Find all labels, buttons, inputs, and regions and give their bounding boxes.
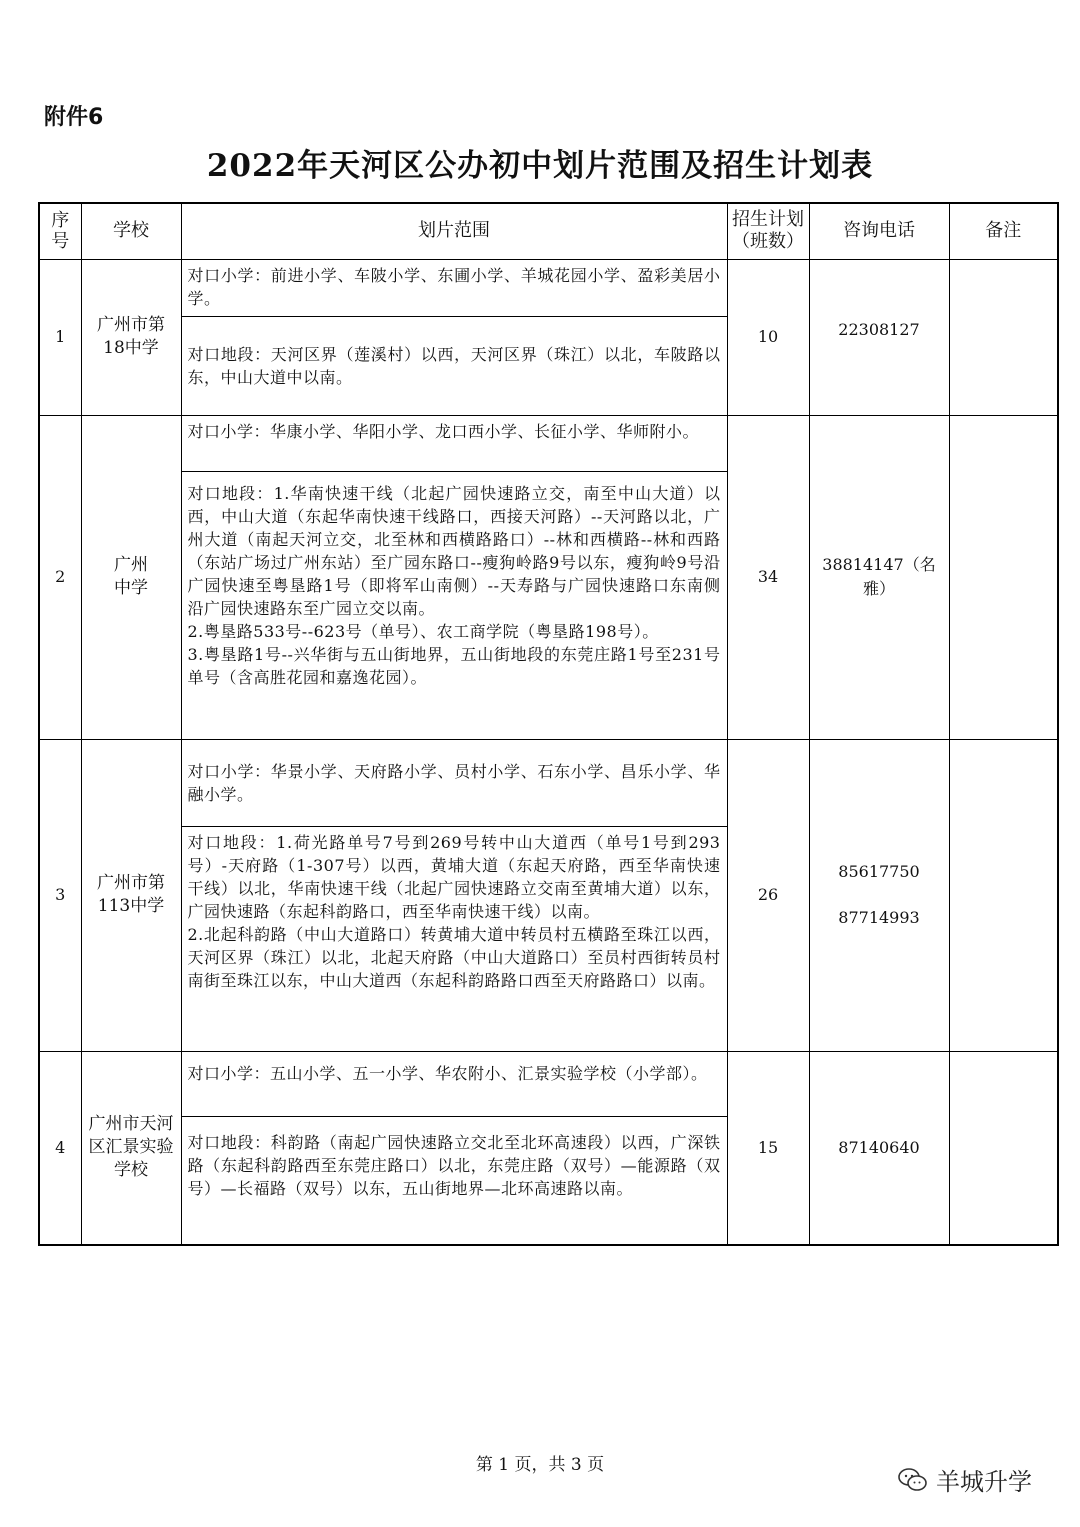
header-phone: 咨询电话: [809, 203, 949, 259]
row-school: 广州市第113中学: [81, 739, 181, 1051]
table-row: [39, 415, 1058, 739]
header-note: 备注: [949, 203, 1058, 259]
wechat-icon: [898, 1467, 928, 1493]
row-phone: 38814147（名雅）: [809, 415, 949, 739]
row-no: 2: [39, 415, 81, 739]
attachment-label: 附件6: [44, 105, 104, 130]
header-row: [39, 203, 1058, 259]
row-note: [949, 739, 1058, 1051]
wechat-label: 羊城升学: [936, 1468, 1032, 1496]
row-plan: 15: [727, 1051, 809, 1245]
table-row: [39, 259, 1058, 415]
primary-schools: 对口小学：华康小学、华阳小学、龙口西小学、长征小学、华师附小。: [182, 416, 727, 472]
row-scope: [181, 739, 727, 1051]
row-note: [949, 259, 1058, 415]
catchment-area: 对口地段：天河区界（莲溪村）以西，天河区界（珠江）以北，车陂路以东，中山大道中以南。: [187, 344, 721, 387]
row-note: [949, 415, 1058, 739]
row-phone: 85617750 87714993: [809, 739, 949, 1051]
row-phone: 87140640: [809, 1051, 949, 1245]
row-no: 3: [39, 739, 81, 1051]
row-plan: 26: [727, 739, 809, 1051]
page-footer: 第 1 页，共 3 页: [475, 1455, 605, 1475]
row-plan: 34: [727, 415, 809, 739]
header-no: 序号: [39, 203, 81, 259]
page-title: 2022年天河区公办初中划片范围及招生计划表: [206, 148, 874, 184]
table-row: [39, 739, 1058, 1051]
row-scope: [181, 1051, 727, 1245]
catchment-area: 对口地段：1.荷光路单号7号到269号转中山大道西（单号1号到293号）-天府路（1-307号）以西，黄埔大道（东起天府路，西至华南快速干线）以北，华南快速干线（北起广园快速路立交南至黄埔大道）以东，广园快速路（东起科韵路口，西至华南快速干线）以南。 2.北起科韵路（中山大道路口）转黄埔大道中转员村五横路至珠江以西，天河区界（珠江）以北，北起天府路（中山大道路口）至员村西街转员村南街至珠江以东，中山大道西（东起科韵路路口西至天府路路口）以南。: [187, 832, 721, 990]
primary-schools: 对口小学：华景小学、天府路小学、员村小学、石东小学、昌乐小学、华融小学。: [182, 740, 727, 827]
header-plan: 招生计划（班数）: [727, 203, 809, 259]
header-school: 学校: [81, 203, 181, 259]
row-school: 广州市第18中学: [81, 259, 181, 415]
wechat-watermark: [898, 1462, 1032, 1497]
row-scope: [181, 259, 727, 415]
enrollment-table: [38, 202, 1059, 1246]
row-no: 4: [39, 1051, 81, 1245]
row-no: 1: [39, 259, 81, 415]
row-phone: 22308127: [809, 259, 949, 415]
header-scope: 划片范围: [181, 203, 727, 259]
catchment-area: 对口地段：1.华南快速干线（北起广园快速路立交，南至中山大道）以西，中山大道（东起华南快速干线路口，西接天河路）--天河路以北，广州大道（南起天河立交，北至林和西横路路口）--林和西横路--林和西路（东站广场过广州东站）至广园东路口--瘦狗岭路9号以东，瘦狗岭9号沿广园快速至粤垦路1号（即将军山南侧）--天寿路与广园快速路口东南侧沿广园快速路东至广园立交以南。 2.粤垦路533号--623号（单号）、农工商学院（粤垦路198号）。 3.粤垦路1号--兴华街与五山街地界，五山街地段的东莞庄路1号至231号单号（含高胜花园和嘉逸花园）。: [187, 483, 721, 687]
row-school: 广州市天河区汇景实验学校: [81, 1051, 181, 1245]
table-row: [39, 1051, 1058, 1245]
primary-schools: 对口小学：前进小学、车陂小学、东圃小学、羊城花园小学、盈彩美居小学。: [182, 260, 727, 317]
catchment-area: 对口地段：科韵路（南起广园快速路立交北至北环高速段）以西，广深铁路（东起科韵路西至东莞庄路口）以北，东莞庄路（双号）—能源路（双号）—长福路（双号）以东，五山街地界—北环高速路以南。: [187, 1132, 721, 1198]
row-note: [949, 1051, 1058, 1245]
row-scope: [181, 415, 727, 739]
row-school: 广州中学: [81, 415, 181, 739]
primary-schools: 对口小学：五山小学、五一小学、华农附小、汇景实验学校（小学部）。: [182, 1052, 727, 1117]
row-plan: 10: [727, 259, 809, 415]
